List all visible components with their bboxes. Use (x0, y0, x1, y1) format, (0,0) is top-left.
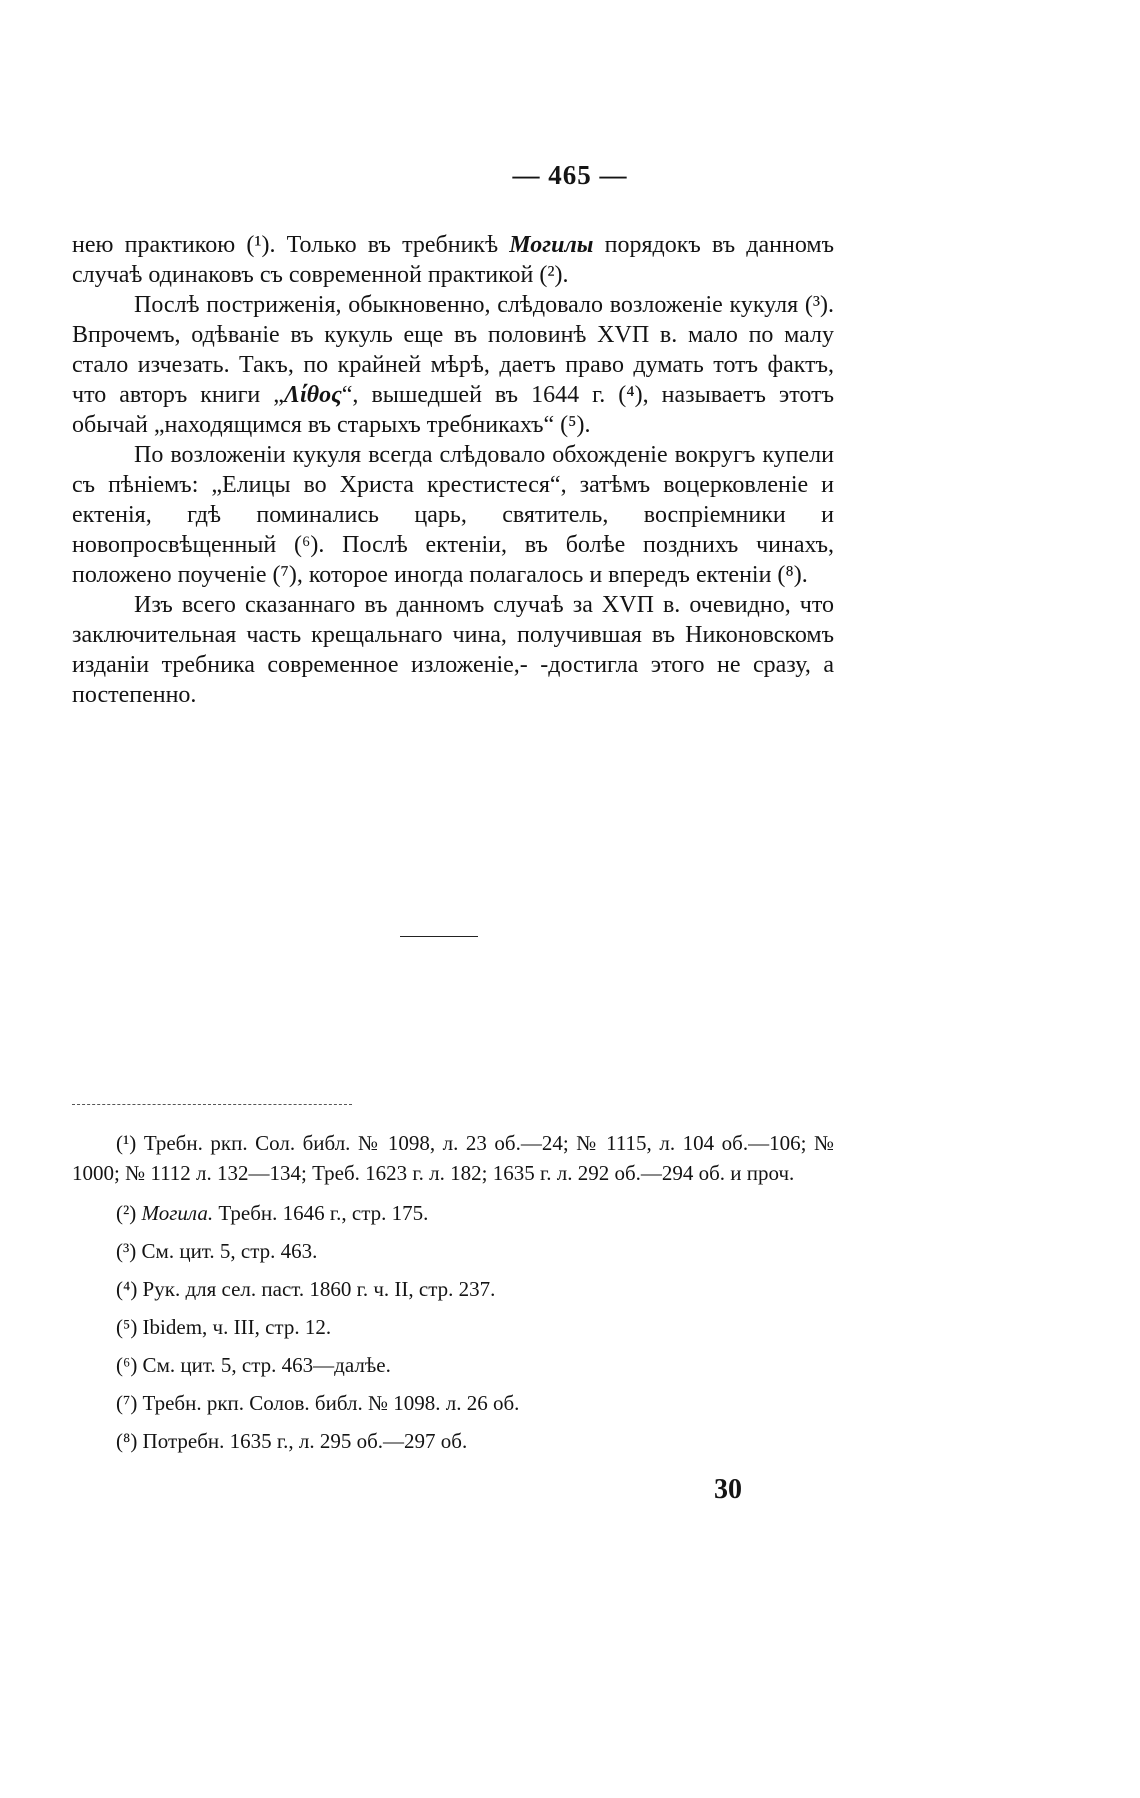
paragraph-1-end: порядокъ въ данномъ случаѣ одинаковъ съ современной практикой (²). (72, 232, 835, 288)
footnote-1: (¹) Требн. ркп. Сол. библ. № 1098, л. 23 об.—24; № 1115, л. 104 об.—106; № 1000; № 1112 л. 132—134; Треб. 1623 г. л. 182; 1635 г. л. 292 об.—294 об. и проч. (72, 1131, 834, 1185)
paragraph-2-start: Послѣ постриженія, обыкновенно, слѣдовало возложеніе кукуля (³). Впрочемъ, одѣваніе въ кукуль еще въ половинѣ XVП в. мало по малу стало изчезать. Такъ, по крайней мѣрѣ, даетъ право думать тотъ фактъ, что авторъ книги „ (72, 292, 834, 408)
footnote-5: (⁵) Ibidem, ч. III, стр. 12. (116, 1315, 332, 1339)
footnote-2-author: Могила. (141, 1201, 214, 1225)
section-divider (400, 936, 478, 937)
signature-mark: 30 (714, 1474, 742, 1505)
paragraph-1-start: нею практикою (¹). Только въ требникѣ (72, 232, 510, 258)
footnote-2-marker: (²) (116, 1201, 142, 1225)
paragraph-1 (72, 230, 834, 290)
paragraph-2 (72, 290, 834, 440)
footnote-8: (⁸) Потребн. 1635 г., л. 295 об.—297 об. (116, 1429, 468, 1453)
footnote-7: (⁷) Требн. ркп. Солов. библ. № 1098. л. 26 об. (116, 1391, 520, 1415)
footnote-3: (³) См. цит. 5, стр. 463. (116, 1239, 318, 1263)
paragraph-2-end: “, вышедшей въ 1644 г. (⁴), называетъ этотъ обычай „находящимся въ старыхъ требникахъ“ (⁵). (72, 382, 834, 438)
page-number: — 465 — (512, 160, 628, 190)
footnote-divider (72, 1104, 352, 1105)
paragraph-3: По возложеніи кукуля всегда слѣдовало обхожденіе вокругъ купели съ пѣніемъ: „Елицы во Христа крестистеся“, затѣмъ воцерковленіе и ектенія, гдѣ поминались царь, святитель, воспріемники и новопросвѣщенный (⁶). Послѣ ектеніи, въ болѣе позднихъ чинахъ, положено поученіе (⁷), которое иногда полагалось и впередъ ектеніи (⁸). (72, 442, 834, 588)
book-title-lithos: Λίθος (283, 382, 342, 408)
footnotes (72, 1128, 834, 1464)
author-name-mogila: Могилы (509, 232, 594, 258)
paragraph-4: Изъ всего сказаннаго въ данномъ случаѣ за XVП в. очевидно, что заключительная часть крещальнаго чина, получившая въ Никоновскомъ изданіи требника современное изложеніе,- -достигла этого не сразу, а постепенно. (72, 592, 834, 708)
footnote-2 (72, 1198, 834, 1228)
footnote-2-rest: Требн. 1646 г., стр. 175. (213, 1201, 429, 1225)
main-text (72, 230, 834, 710)
footnote-6: (⁶) См. цит. 5, стр. 463—далѣе. (116, 1353, 391, 1377)
footnote-4: (⁴) Рук. для сел. паст. 1860 г. ч. II, стр. 237. (116, 1277, 496, 1301)
